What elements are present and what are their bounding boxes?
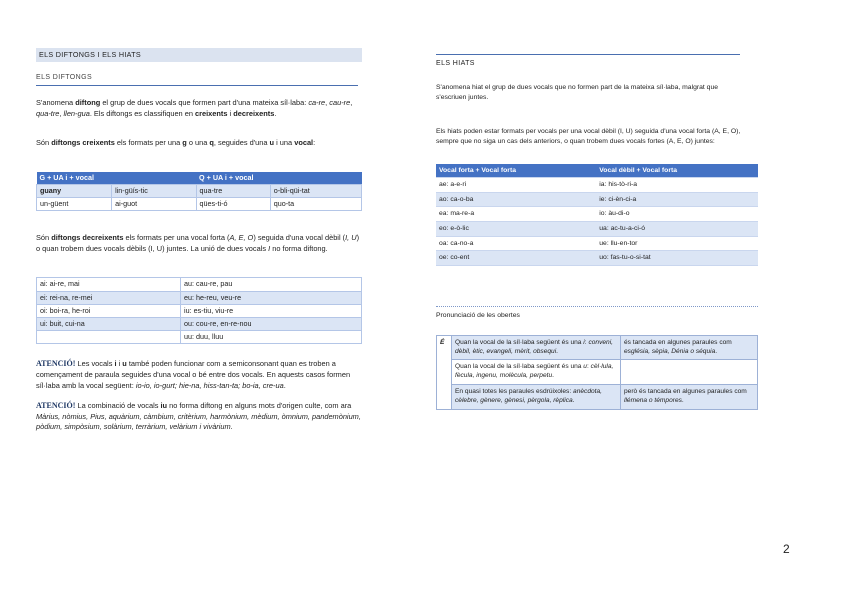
table-row	[436, 222, 758, 237]
text: o una	[186, 138, 210, 148]
table-cell: ua: ac-tu-a-ci-ó	[596, 222, 758, 237]
table-cell: au: cau-re, pau	[181, 278, 362, 291]
example: església, sèpia, Dénia o séquia	[624, 347, 716, 355]
atencio-label: ATENCIÓ!	[36, 401, 76, 411]
term: diftongs decreixents	[51, 233, 124, 243]
text: .	[715, 347, 718, 355]
table-cell: oe: co-ent	[436, 251, 596, 266]
example: qua-tre	[36, 108, 60, 118]
table-cell	[621, 360, 758, 385]
right-column	[436, 54, 758, 410]
table-cell: ie: ci-èn-ci-a	[596, 192, 758, 207]
text: , seguides d'una	[213, 138, 270, 148]
text: i una	[274, 138, 295, 148]
table-row	[436, 192, 758, 207]
table-hiats	[436, 164, 758, 266]
table-cell	[621, 385, 758, 410]
table-cell: ui: buit, cui-na	[37, 318, 181, 331]
table-row	[437, 360, 758, 385]
table-cell: o-bli-qüi-tat	[270, 184, 361, 197]
example: anècdota, cèlebre, gènere, gènesi, pèrgola, rèplica	[455, 388, 602, 405]
text: . Els diftongs es classifiquen en	[89, 108, 195, 118]
text: però és tancada en algunes paraules com	[624, 388, 747, 396]
example: A, E, O	[229, 233, 254, 243]
table-cell: qua-tre	[196, 184, 270, 197]
table-cell: ea: ma-re-a	[436, 207, 596, 222]
table-header: Vocal dèbil + Vocal forta	[596, 164, 758, 178]
text: En quasi totes les paraules esdrúixoles:	[455, 388, 574, 396]
table-row	[37, 291, 362, 304]
table-cell: eo: e-ò-lic	[436, 222, 596, 237]
table-row	[37, 304, 362, 317]
term: u	[269, 138, 275, 148]
example: cau-re	[329, 98, 351, 108]
example: ca-re	[308, 98, 326, 108]
table-cell: un-güent	[37, 198, 112, 211]
term: i	[114, 359, 117, 369]
text: La combinació de vocals	[75, 401, 161, 411]
table-row	[436, 207, 758, 222]
term: diftongs creixents	[51, 138, 115, 148]
table-row	[37, 318, 362, 331]
page-number: 2	[783, 542, 790, 556]
hiats-definition: S'anomena hiat el grup de dues vocals que no formen part de la mateixa síl·laba, malgrat que s'escriuen juntes.	[436, 83, 719, 101]
table-cell	[621, 335, 758, 360]
example: llen-gua	[63, 108, 90, 118]
text: ) seguida d'una vocal dèbil (	[253, 233, 346, 243]
table-cell: iu: es-tiu, viu-re	[181, 304, 362, 317]
table-row	[37, 198, 362, 211]
example: Màrius, nòmius, Pius, aquàrium, càmbium, critèrium, harmònium, mèdium, òmnium, pandemònium, pòdium, simpòsium, solàrium, terràrium, velàrium i vivàrium	[36, 411, 361, 432]
table-cell: io: àu-di-o	[596, 207, 758, 222]
table-cell: ou: cou-re, en-re-nou	[181, 318, 362, 331]
table-row	[436, 236, 758, 251]
pronunciation-title: Pronunciació de les obertes	[436, 306, 758, 321]
table-cell: Quan la vocal de la síl·laba següent és una u: cèl·lula, fècula, ingenu, molècula, perpetu.	[452, 360, 621, 385]
text: Les vocals	[75, 359, 115, 369]
decreixents-paragraph	[36, 233, 362, 254]
example: u	[583, 363, 587, 371]
table-row	[436, 251, 758, 266]
example: conveni, dèbil, ètic, evangeli, mèrit, obsequi	[455, 338, 613, 355]
text: i	[227, 108, 234, 118]
table-header: Vocal forta + Vocal forta	[436, 164, 596, 178]
section-title: ELS DIFTONGS I ELS HIATS	[36, 48, 362, 62]
table-cell: guany	[37, 184, 112, 197]
table-row	[437, 385, 758, 410]
table-row	[37, 184, 362, 197]
text: no forma diftong en alguns mots d'origen culte, com ara	[167, 401, 352, 411]
table-row	[37, 331, 362, 344]
text: S'anomena	[36, 98, 76, 108]
table-cell: ia: his-tò-ri-a	[596, 178, 758, 193]
text: el grup de dues vocals que formen part d'una mateixa síl·laba:	[100, 98, 309, 108]
atencio-label: ATENCIÓ!	[36, 359, 76, 369]
hiats-formats: Els hiats poden estar formats per vocals per una vocal dèbil (I, U) seguida d'una vocal forta (A, E, O), sempre que no siga un cas dels anteriors, o quan trobem dues vocals fortes (A, E, O) juntes:	[436, 128, 741, 145]
term: u	[122, 359, 127, 369]
table-cell: uu: duu, lluu	[181, 331, 362, 344]
table-row	[436, 178, 758, 193]
hiats-title: ELS HIATS	[436, 60, 475, 67]
table-header: Q + UA i + vocal	[196, 172, 361, 185]
text: :	[584, 338, 589, 346]
creixents-paragraph	[36, 138, 362, 149]
table-cell	[37, 331, 181, 344]
text: Quan la vocal de la síl·laba següent és una	[455, 363, 584, 371]
table-header-row	[37, 172, 362, 185]
text: no forma diftong.	[270, 243, 328, 253]
text: és tancada en algunes paraules com	[624, 338, 732, 346]
text: també poden funcionar com a semiconsonant quan es troben a començament de paraula seguides d'una vocal o bé entre dos vocals. En aquests casos formen síl·laba amb la vocal següent:	[36, 359, 351, 390]
table-cell: oa: ca-no-a	[436, 236, 596, 251]
atencio-paragraph-1	[36, 358, 362, 391]
text: els formats per una	[114, 138, 183, 148]
text: Són	[36, 138, 52, 148]
text: els formats per una vocal forta (	[123, 233, 230, 243]
table-cell: eu: he-reu, veu-re	[181, 291, 362, 304]
intro-paragraph: S'anomena diftong el grup de dues vocals que formen part d'una mateixa síl·laba: ca-re, cau-re, qua-tre, llen-gua. Els diftongs es classifiquen en creixents i decreixents.	[36, 98, 353, 118]
atencio-paragraph-2	[36, 400, 362, 433]
table-cell: ai-guot	[112, 198, 196, 211]
term: vocal	[294, 138, 314, 148]
table-cell: oi: boi-ra, he-roi	[37, 304, 181, 317]
term-diftong: diftong	[75, 98, 101, 108]
example: I, U	[345, 233, 357, 243]
table-cell: ai: ai-re, mai	[37, 278, 181, 291]
table-cell: ei: rei-na, re-mei	[37, 291, 181, 304]
left-column	[36, 48, 362, 442]
term-decreixents: decreixents	[233, 108, 275, 118]
text: ) o quan trobem dues vocals dèbils (I, U) juntes. La unió de dues vocals	[36, 233, 360, 253]
table-row	[37, 278, 362, 291]
text: .	[283, 380, 286, 390]
term-creixents: creixents	[195, 108, 228, 118]
text: Són	[36, 233, 52, 243]
table-cell: lin-güís-tic	[112, 184, 196, 197]
text: .	[230, 422, 233, 432]
table-row	[437, 335, 758, 360]
table-cell: qües-ti-ó	[196, 198, 270, 211]
divider	[436, 54, 740, 55]
text: :	[313, 138, 316, 148]
vowel-label: É	[437, 335, 452, 409]
table-cell: ao: ca-o-ba	[436, 192, 596, 207]
table-cell: Quan la vocal de la síl·laba següent és una i: conveni, dèbil, ètic, evangeli, mèrit, obsequi.	[452, 335, 621, 360]
table-cell: En quasi totes les paraules esdrúixoles: anècdota, cèlebre, gènere, gènesi, pèrgola, rèplica.	[452, 385, 621, 410]
text: i	[116, 359, 123, 369]
table-cell: ae: a-e-ri	[436, 178, 596, 193]
example: I	[268, 243, 271, 253]
table-cell: ue: llu-en-tor	[596, 236, 758, 251]
term: q	[209, 138, 214, 148]
table-header: G + UA i + vocal	[37, 172, 197, 185]
example: i	[583, 338, 585, 346]
table-pronunciacio	[436, 335, 758, 410]
text: :	[586, 363, 591, 371]
term: iu	[160, 401, 168, 411]
table-cell: quo-ta	[270, 198, 361, 211]
example: io-io, io-gurt; hie-na, hiss-tan-ta; bo-ia, cre-ua	[135, 380, 284, 390]
example: llémena o témpores	[624, 397, 682, 405]
table-diftongs-decreixents	[36, 277, 362, 344]
example: cèl·lula, fècula, ingenu, molècula, perpetu	[455, 363, 614, 380]
table-cell: uo: fas-tu-o-si-tat	[596, 251, 758, 266]
table-diftongs-creixents	[36, 172, 362, 212]
text: Quan la vocal de la síl·laba següent és una	[455, 338, 584, 346]
table-header-row	[436, 164, 758, 178]
term: g	[182, 138, 187, 148]
text: .	[681, 397, 684, 405]
text: .	[274, 108, 277, 118]
subtitle-diftongs: ELS DIFTONGS	[36, 73, 358, 86]
